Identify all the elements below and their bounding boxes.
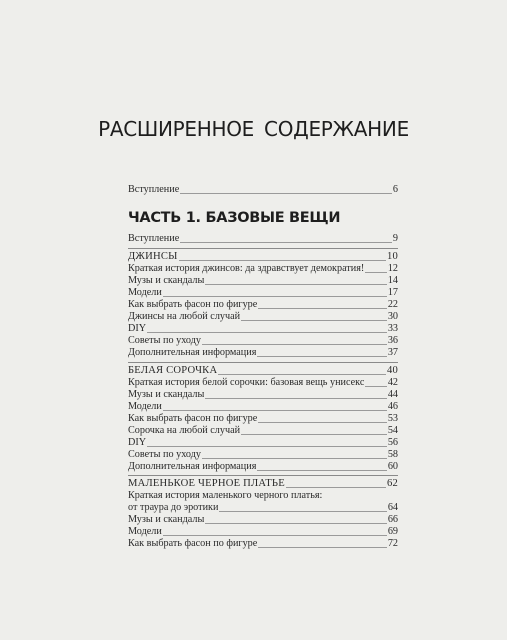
toc-entry-page: 69 — [387, 526, 398, 537]
leader-line — [258, 308, 387, 309]
toc-entry — [128, 526, 398, 538]
leader-line — [163, 535, 387, 536]
toc-entry-label: Краткая история джинсов: да здравствует демократия! — [128, 263, 365, 274]
toc-entry-page: 36 — [387, 335, 398, 346]
toc-entry-label: Вступление — [128, 233, 180, 244]
leader-line — [202, 344, 387, 345]
toc-entry-page: 58 — [387, 449, 398, 460]
toc-entry-page: 17 — [387, 287, 398, 298]
toc-entry — [128, 514, 398, 526]
section-divider — [128, 362, 398, 363]
toc-entry — [128, 461, 398, 473]
toc-entry — [128, 449, 398, 461]
toc-entry-page: 9 — [392, 233, 398, 244]
toc-entry-label: Джинсы на любой случай — [128, 311, 241, 322]
toc-entry-label: Музы и скандалы — [128, 275, 205, 286]
toc-entry-page: 30 — [387, 311, 398, 322]
toc-entry-page: 12 — [387, 263, 398, 274]
toc-entry — [128, 437, 398, 449]
leader-line — [258, 422, 387, 423]
leader-line — [163, 296, 387, 297]
leader-line — [205, 398, 386, 399]
toc-entry — [128, 425, 398, 437]
toc-entry-label: DIY — [128, 323, 147, 334]
toc-entry-page: 66 — [387, 514, 398, 525]
toc-entry-label: Музы и скандалы — [128, 389, 205, 400]
leader-line — [258, 547, 387, 548]
toc-entry-page: 54 — [387, 425, 398, 436]
toc-entry — [128, 299, 398, 311]
section-heading-shirt — [128, 365, 398, 377]
leader-line — [205, 523, 386, 524]
toc-entry-page: 33 — [387, 323, 398, 334]
leader-line — [286, 487, 386, 488]
toc-entry-label: Модели — [128, 401, 162, 412]
leader-line — [202, 458, 387, 459]
toc-entry-label: от траура до эротики — [128, 502, 219, 513]
section-page: 40 — [387, 365, 398, 376]
toc-entry — [128, 347, 398, 359]
toc-entry-page: 72 — [387, 538, 398, 549]
leader-line — [163, 410, 387, 411]
toc-entry — [128, 263, 398, 275]
section-divider — [128, 248, 398, 249]
toc-entry-page: 6 — [392, 184, 398, 195]
toc-entry — [128, 413, 398, 425]
toc-entry-label: Советы по уходу — [128, 335, 201, 346]
toc-entry-wrapped — [128, 490, 398, 502]
section-label: МАЛЕНЬКОЕ ЧЕРНОЕ ПЛАТЬЕ — [128, 478, 285, 489]
toc-entry-label: Сорочка на любой случай — [128, 425, 241, 436]
toc-entry-page: 56 — [387, 437, 398, 448]
leader-line — [219, 511, 386, 512]
toc-entry-intro — [128, 184, 398, 196]
leader-line — [179, 260, 386, 261]
leader-line — [147, 446, 387, 447]
leader-line — [257, 470, 386, 471]
toc-entry-label: Краткая история белой сорочки: базовая вещь унисекс — [128, 377, 365, 388]
leader-line — [241, 434, 387, 435]
toc-entry-page: 42 — [387, 377, 398, 388]
section-page: 62 — [387, 478, 398, 489]
toc-entry — [128, 287, 398, 299]
toc-entry-page: 22 — [387, 299, 398, 310]
leader-line — [180, 242, 392, 243]
toc-entry-label: Музы и скандалы — [128, 514, 205, 525]
toc-entry-page: 46 — [387, 401, 398, 412]
toc-entry-label: Модели — [128, 526, 162, 537]
toc-entry-label: Как выбрать фасон по фигуре — [128, 413, 258, 424]
leader-line — [365, 386, 386, 387]
toc-entry-page: 53 — [387, 413, 398, 424]
section-heading-dress — [128, 478, 398, 490]
leader-line — [180, 193, 392, 194]
section-label: ДЖИНСЫ — [128, 251, 178, 262]
leader-line — [365, 272, 386, 273]
toc-entry-label: Как выбрать фасон по фигуре — [128, 538, 258, 549]
toc-entry — [128, 335, 398, 347]
leader-line — [205, 284, 386, 285]
toc-entry-page: 44 — [387, 389, 398, 400]
section-label: БЕЛАЯ СОРОЧКА — [128, 365, 218, 376]
toc-entry — [128, 502, 398, 514]
toc-entry-page: 37 — [387, 347, 398, 358]
toc-entry-label: Как выбрать фасон по фигуре — [128, 299, 258, 310]
leader-line — [218, 374, 386, 375]
section-heading-jeans — [128, 251, 398, 263]
toc-entry — [128, 323, 398, 335]
page-title: РАСШИРЕННОЕ СОДЕРЖАНИЕ — [98, 117, 409, 141]
toc-entry — [128, 275, 398, 287]
toc-entry-label: Дополнительная информация — [128, 461, 257, 472]
toc-entry — [128, 377, 398, 389]
section-divider — [128, 475, 398, 476]
toc-entry-label: DIY — [128, 437, 147, 448]
toc-entry-label: Модели — [128, 287, 162, 298]
leader-line — [241, 320, 387, 321]
toc-entry-label: Дополнительная информация — [128, 347, 257, 358]
toc-entry — [128, 311, 398, 323]
toc-entry-label: Краткая история маленького черного платья: — [128, 490, 323, 501]
toc-entry-page: 60 — [387, 461, 398, 472]
toc-entry — [128, 401, 398, 413]
toc-entry-label: Вступление — [128, 184, 180, 195]
section-page: 10 — [387, 251, 398, 262]
leader-line — [257, 356, 386, 357]
leader-line — [147, 332, 387, 333]
toc-entry-label: Советы по уходу — [128, 449, 201, 460]
toc-entry-page: 14 — [387, 275, 398, 286]
part-title: ЧАСТЬ 1. БАЗОВЫЕ ВЕЩИ — [128, 210, 341, 226]
toc-entry — [128, 389, 398, 401]
toc-entry-part-intro — [128, 233, 398, 245]
toc-entry-page: 64 — [387, 502, 398, 513]
toc-entry — [128, 538, 398, 550]
